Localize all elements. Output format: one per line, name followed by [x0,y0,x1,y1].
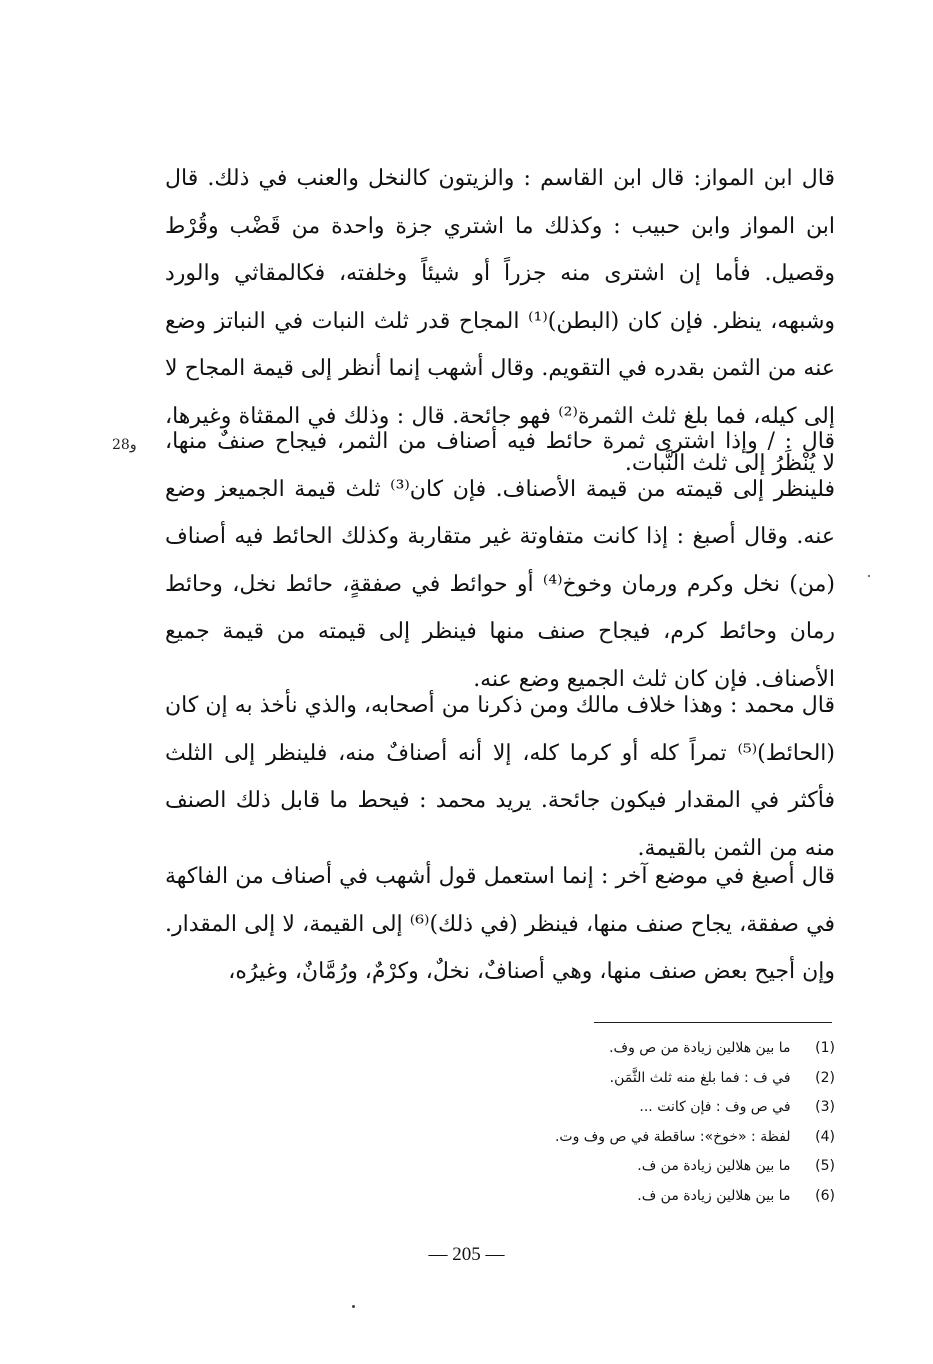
footnote-text: ما بين هلالين زيادة من ف. [637,1158,791,1174]
footnote-text: ما بين هلالين زيادة من ص وف. [609,1040,791,1056]
paragraph-4: قال أصبغ في موضع آخر : إنما استعمل قول أشهب في أصناف من الفاكهة في صفقة، يجاح صنف منها، فينظر (في ذلك)⁽⁶⁾ إلى القيمة، لا إلى المقدار. وإن أجيح بعض صنف منها، وهي أصنافٌ، نخلٌ، وكرْمٌ، ورُمَّانٌ، وغيرُه، [165,864,836,984]
paragraph-1: قال ابن المواز: قال ابن القاسم : والزيتون كالنخل والعنب في ذلك. قال ابن المواز وابن حبيب : وكذلك ما اشتري جزة واحدة من قَضْب وقُرْط وقصيل. فأما إن اشترى منه جزراً أو شيئاً وخلفته، فكالمقاثي والورد وشبهه، ينظر. فإن كان (البطن)⁽¹⁾ المجاح قدر ثلث النبات في النباتز وضع عنه من الثمن بقدره في التقويم. وقال أشهب إنما أنظر إلى قيمة المجاح لا إلى كيله، فما بلغ ثلث الثمرة⁽²⁾ فهو جائحة. قال : وذلك في المقثاة وغيرها، لا يُنْظَرُ إلى ثلث النَّبات. [165,166,836,476]
footnote-number: (3) [815,1099,835,1115]
footnote-number: (6) [815,1187,835,1204]
scan-speck [868,575,870,577]
footnote-item [360,1152,835,1182]
footnote-number: (2) [815,1069,835,1086]
manuscript-folio-marker: 28و [112,437,137,453]
footnote-text: ما بين هلالين زيادة من ف. [637,1187,791,1204]
footnote-number: (1) [815,1040,835,1056]
footnote-item [360,1093,835,1123]
footnote-separator [594,1022,832,1023]
footnote-item [360,1182,835,1212]
paragraph-2: قال : / وإذا اشترى ثمرة حائط فيه أصناف من الثمر، فيجاح صنفٌ منها، فلينظر إلى قيمته من قيمة الأصناف. فإن كان⁽³⁾ ثلث قيمة الجميعز وضع عنه. وقال أصبغ : إذا كانت متفاوتة غير متقاربة وكذلك الحائط فيه أصناف (من) نخل وكرم ورمان وخوخ⁽⁴⁾ أو حوائط في صفقةٍ، حائط نخل، وحائط رمان وحائط كرم، فيجاح صنف منها فينظر إلى قيمته من قيمة جميع الأصناف. فإن كان ثلث الجميع وضع عنه. [165,429,835,692]
scan-speck [352,1305,355,1308]
footnote-item [360,1034,835,1064]
footnote-item [360,1064,835,1094]
footnotes-list [360,1034,835,1211]
footnote-number: (4) [815,1128,835,1145]
footnote-text: في ص وف : فإن كانت ... [639,1099,791,1115]
paragraph-3: قال محمد : وهذا خلاف مالك ومن ذكرنا من أصحابه، والذي نأخذ به إن كان (الحائط)⁽⁵⁾ تمراً كله أو كرما كله، إلا أنه أصنافٌ منه، فلينظر إلى الثلث فأكثر في المقدار فيكون جائحة. يريد محمد : فيحط ما قابل ذلك الصنف منه من الثمن بالقيمة. [165,693,835,861]
footnote-number: (5) [815,1158,835,1174]
footnote-text: لفظة : «خوخ»: ساقطة في ص وف وت. [554,1128,791,1145]
footnote-text: في ف : فما بلغ منه ثلث الثَّمَن. [609,1069,791,1086]
footnote-item [360,1123,835,1153]
page-number: — 205 — [428,1244,505,1265]
